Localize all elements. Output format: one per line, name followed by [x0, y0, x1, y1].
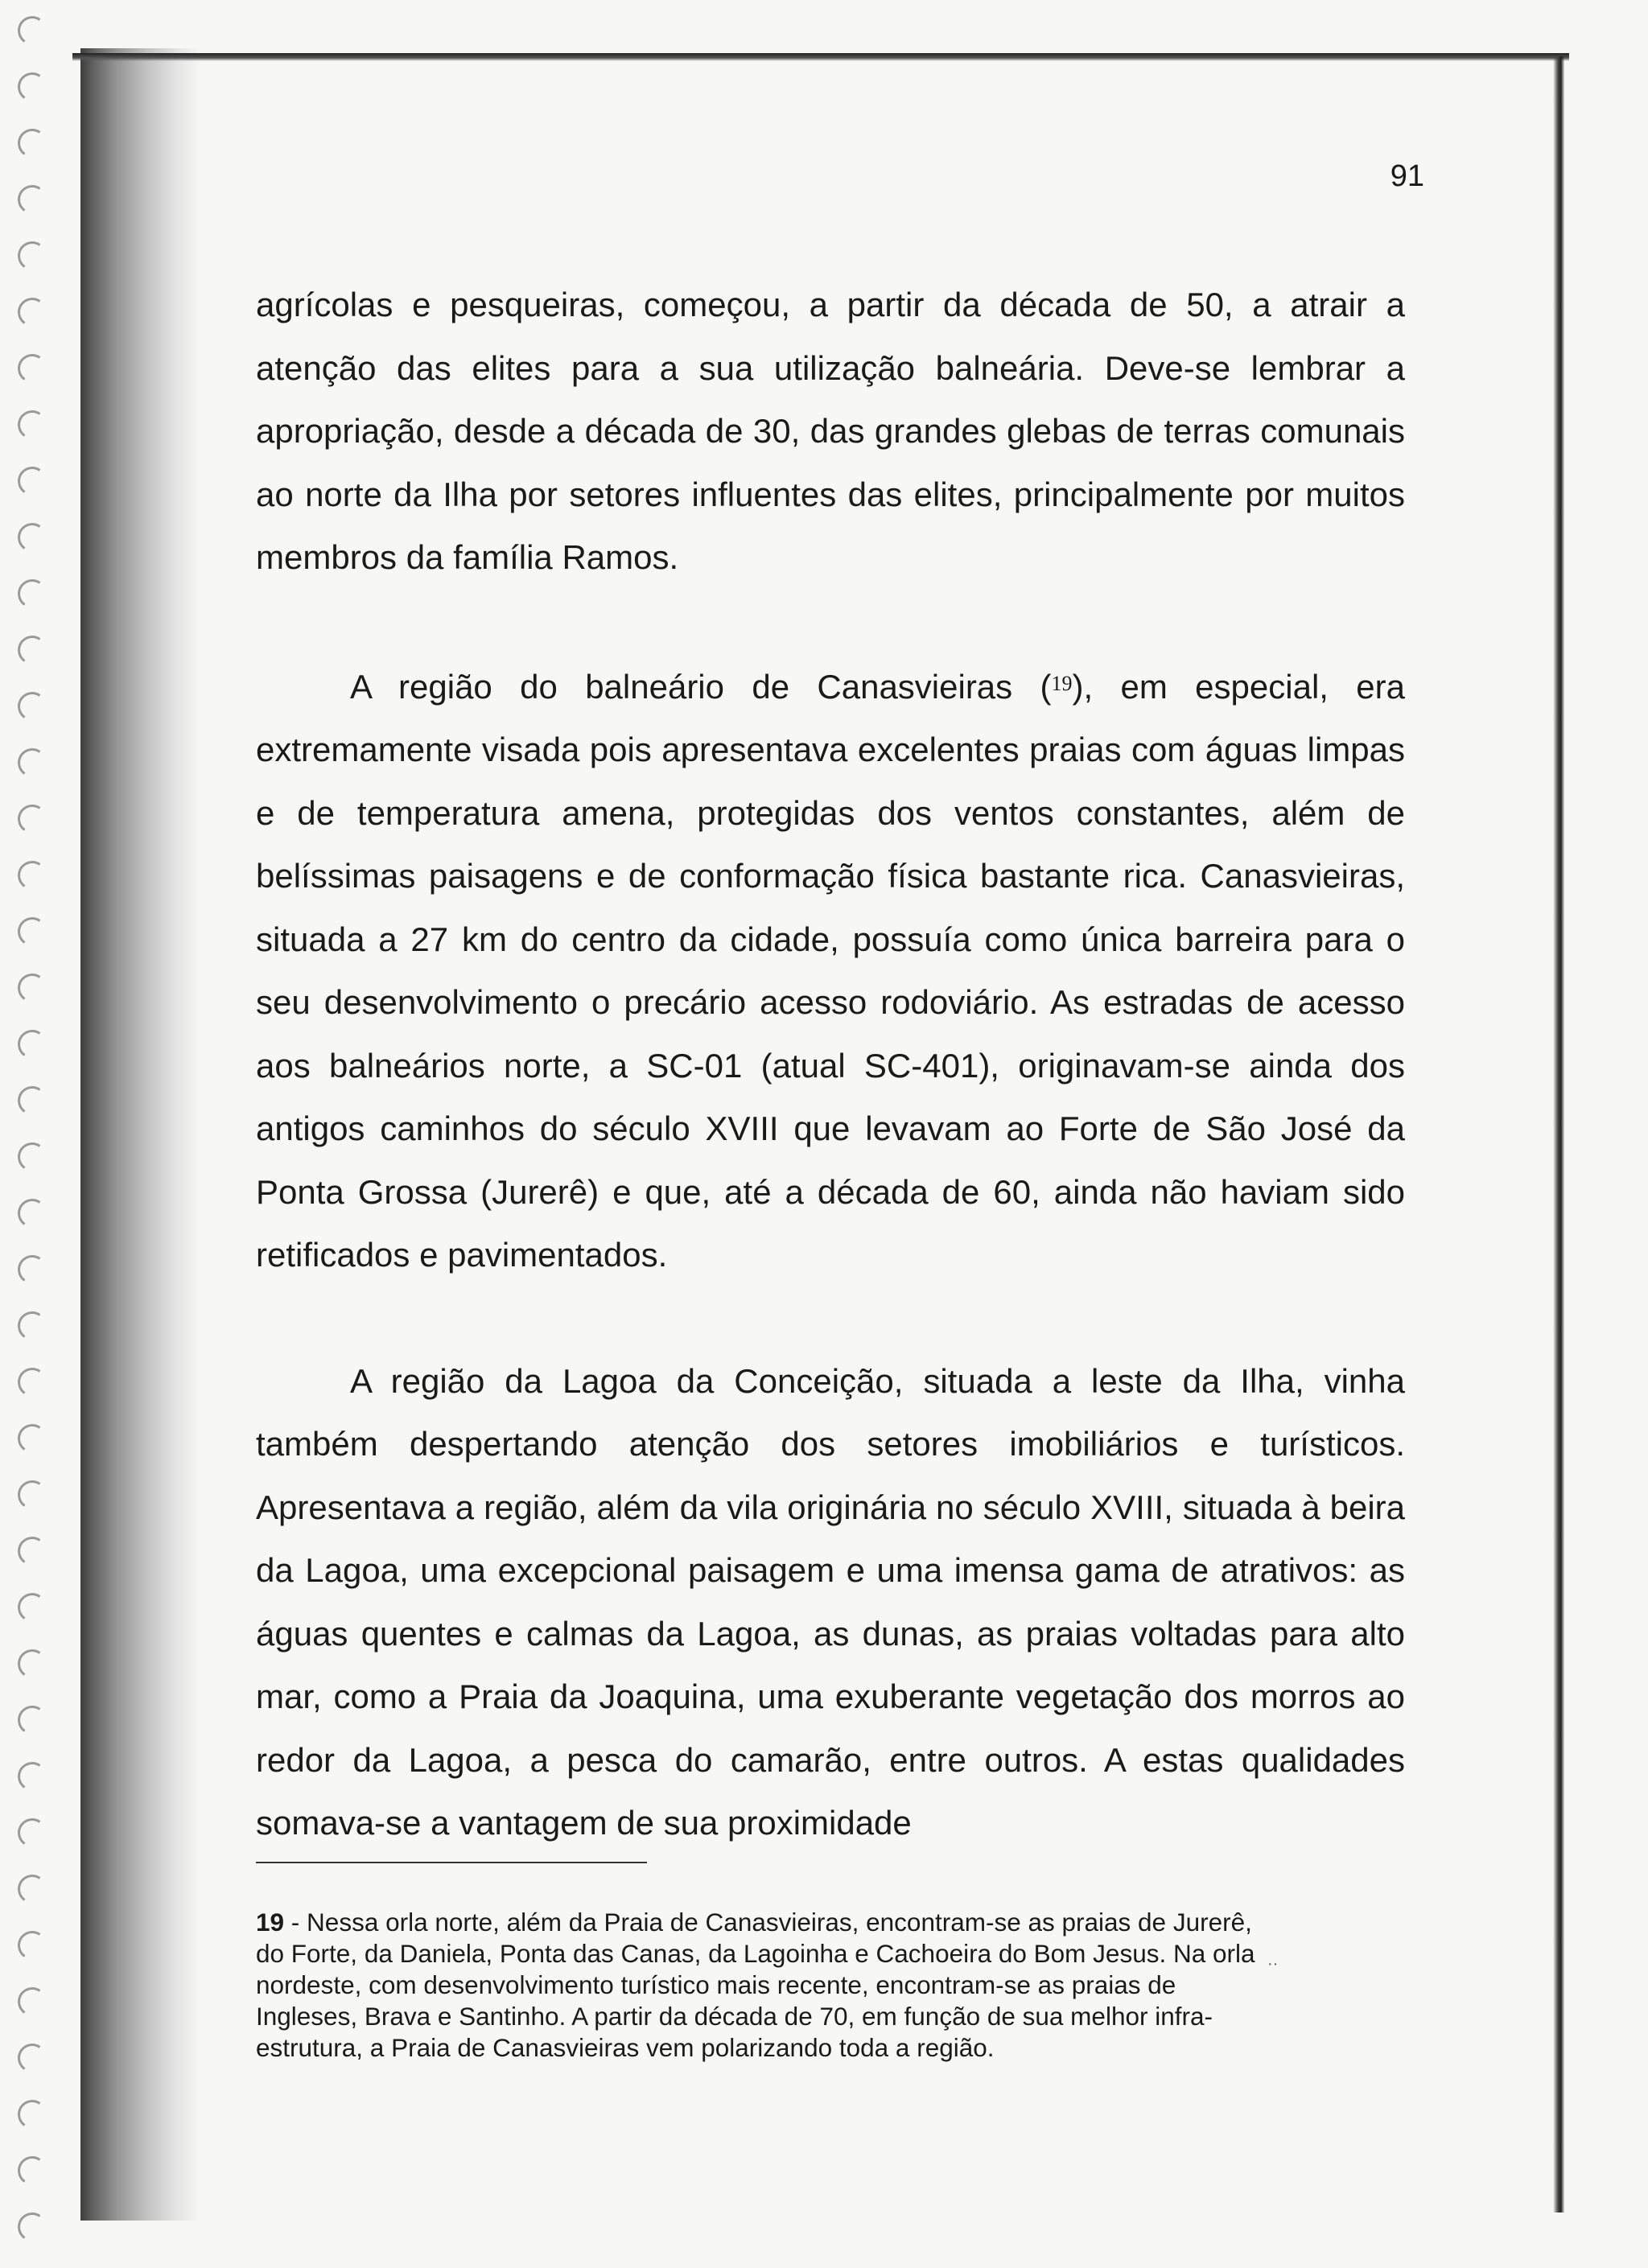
footnote-reference: 19 [1051, 671, 1073, 695]
paragraph-3: A região da Lagoa da Conceição, situada a leste da Ilha, vinha também despertando atenção dos setores imobiliários e turísticos. Apresentava a região, além da vila originária no século XVIII, situada à beira da Lagoa, uma excepcional paisagem e uma imensa gama de atrativos: as águas quentes e calmas da Lagoa, as dunas, as praias voltadas para alto mar, como a Praia da Joaquina, uma exuberante vegetação dos morros ao redor da Lagoa, a pesca do camarão, entre outros. A estas qualidades somava-se a vantagem de sua proximidade [256, 1361, 1405, 1842]
paragraph-2 [256, 652, 1405, 1287]
spiral-binding [6, 0, 55, 2268]
scan-speck: ·· [1267, 1955, 1279, 1973]
footnote [256, 1907, 1262, 2064]
scan-shadow-left [80, 48, 201, 2221]
paragraph-1: agrícolas e pesqueiras, começou, a partir da década de 50, a atrair a atenção das elites para a sua utilização balneária. Deve-se lembrar a apropriação, desde a década de 30, das grandes glebas de terras comunais ao norte da Ilha por setores influentes das elites, principalmente por muitos membros da família Ramos. [256, 286, 1405, 576]
footnote-separator [256, 1862, 647, 1863]
paragraph-2-text-start: A região do balneário de Canasvieiras ( [350, 667, 1052, 706]
paragraph-2-text-end: ), em especial, era extremamente visada pois apresentava excelentes praias com águas limpas e de temperatura amena, protegidas dos ventos constantes, além de belíssimas paisagens e de conformação física bastante rica. Canasvieiras, situada a 27 km do centro da cidade, possuía como única barreira para o seu desenvolvimento o precário acesso rodoviário. As estradas de acesso aos balneários norte, a SC-01 (atual SC-401), originavam-se ainda dos antigos caminhos do século XVIII que levavam ao Forte de São José da Ponta Grossa (Jurerê) e que, até a década de 60, ainda não haviam sido retificados e pavimentados. [256, 667, 1405, 1274]
footnote-dash: - [284, 1908, 307, 1937]
scan-edge-right [1553, 56, 1564, 2212]
footnote-text: Nessa orla norte, além da Praia de Canasvieiras, encontram-se as praias de Jurerê, do Forte, da Daniela, Ponta das Canas, da Lagoinha e Cachoeira do Bom Jesus. Na orla nordeste, com desenvolvimento turístico mais recente, encontram-se as praias de Ingleses, Brava e Santinho. A partir da década de 70, em função de sua melhor infra-estrutura, a Praia de Canasvieiras vem polarizando toda a região. [256, 1908, 1255, 2062]
page-number: 91 [1390, 159, 1424, 193]
scan-edge-top [72, 53, 1569, 61]
body-text [256, 274, 1405, 1855]
footnote-number: 19 [256, 1908, 285, 1937]
